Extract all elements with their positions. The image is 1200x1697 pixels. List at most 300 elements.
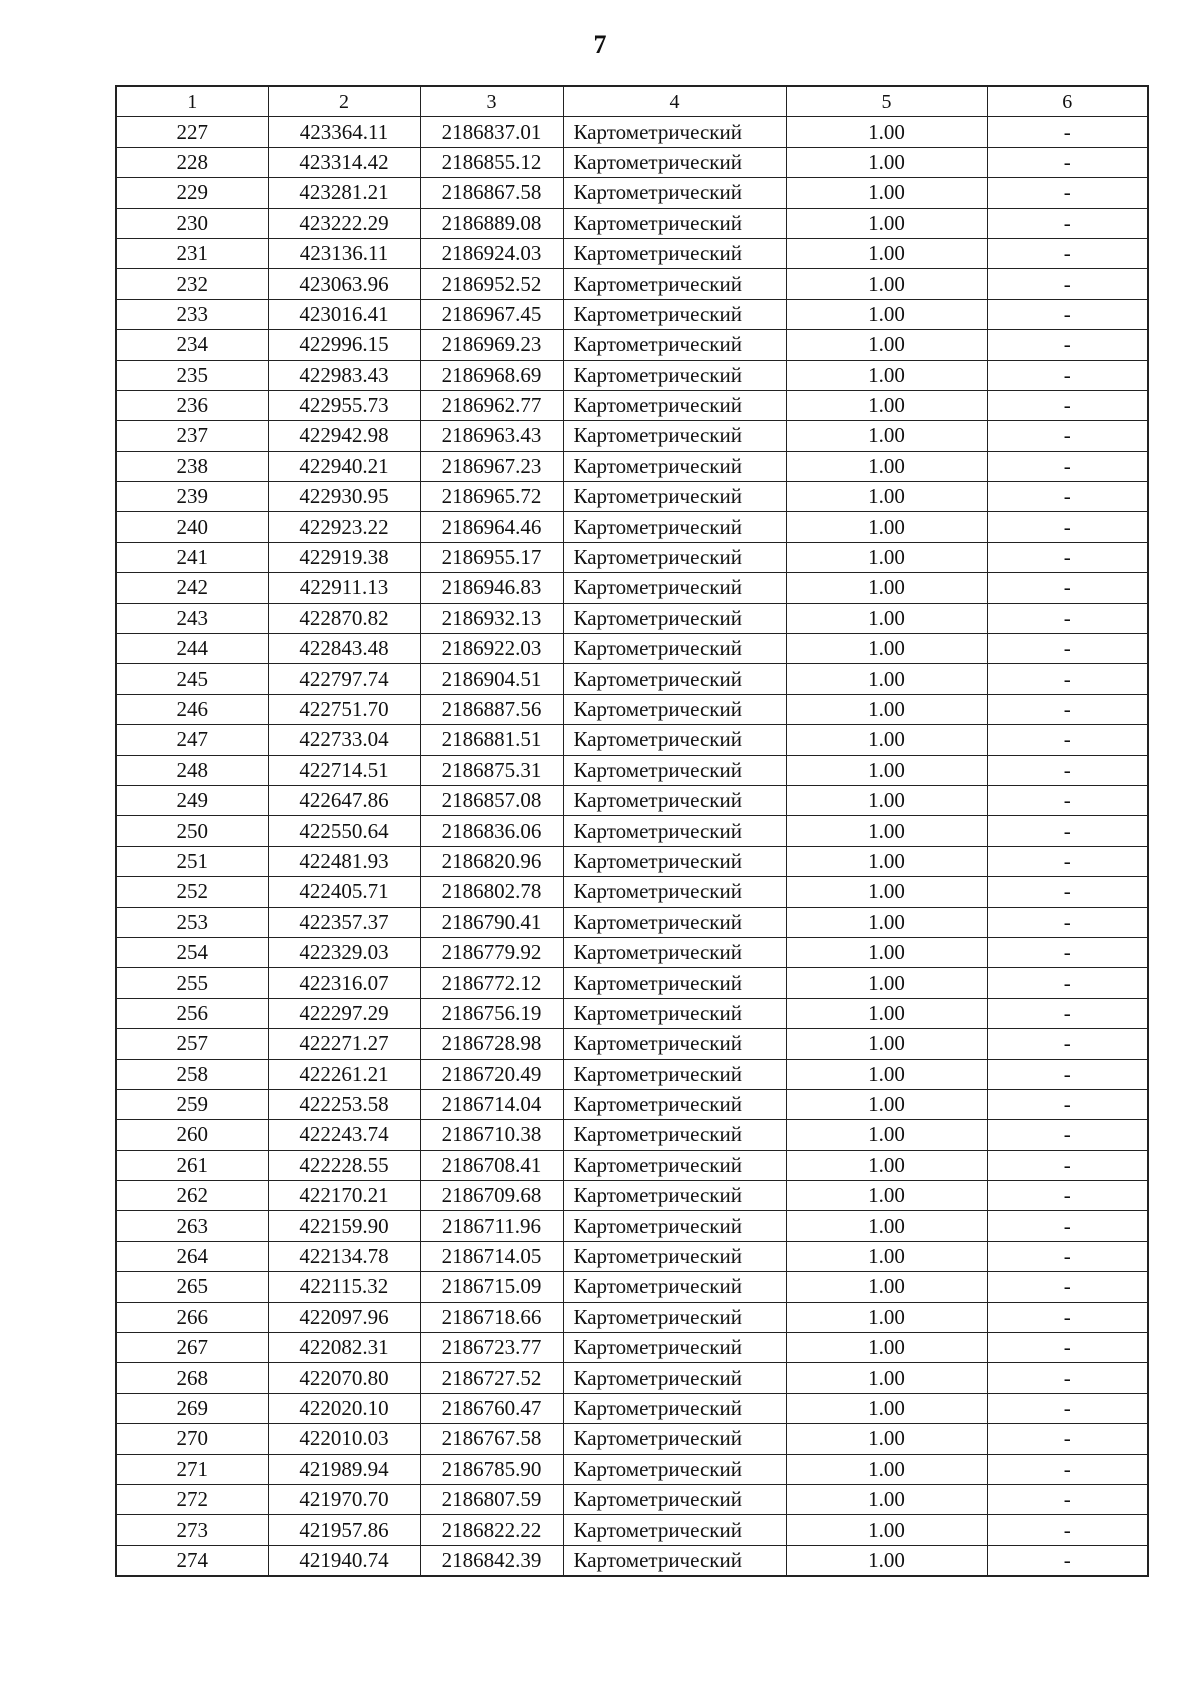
accuracy-cell: 1.00 [786,421,987,451]
point-number-cell: 254 [116,937,268,967]
method-cell: Картометрический [563,877,786,907]
y-coordinate-cell: 2186785.90 [420,1454,563,1484]
y-coordinate-cell: 2186855.12 [420,147,563,177]
method-cell: Картометрический [563,1515,786,1545]
point-number-cell: 268 [116,1363,268,1393]
note-cell: - [987,1272,1148,1302]
note-cell: - [987,664,1148,694]
accuracy-cell: 1.00 [786,755,987,785]
y-coordinate-cell: 2186967.45 [420,299,563,329]
accuracy-cell: 1.00 [786,1241,987,1271]
x-coordinate-cell: 423016.41 [268,299,420,329]
method-cell: Картометрический [563,1059,786,1089]
note-cell: - [987,117,1148,147]
x-coordinate-cell: 422159.90 [268,1211,420,1241]
method-cell: Картометрический [563,1120,786,1150]
header-row [116,86,1148,117]
note-cell: - [987,603,1148,633]
table-row [116,451,1148,481]
table-row [116,117,1148,147]
accuracy-cell: 1.00 [786,147,987,177]
accuracy-cell: 1.00 [786,1302,987,1332]
x-coordinate-cell: 421940.74 [268,1545,420,1576]
x-coordinate-cell: 422010.03 [268,1424,420,1454]
method-cell: Картометрический [563,360,786,390]
method-cell: Картометрический [563,1393,786,1423]
note-cell: - [987,1029,1148,1059]
page-number: 7 [593,30,607,59]
point-number-cell: 248 [116,755,268,785]
note-cell: - [987,1302,1148,1332]
method-cell: Картометрический [563,603,786,633]
note-cell: - [987,1181,1148,1211]
method-cell: Картометрический [563,512,786,542]
table-row [116,330,1148,360]
table-row [116,1120,1148,1150]
point-number-cell: 230 [116,208,268,238]
table-row [116,937,1148,967]
header-cell: 3 [420,86,563,117]
y-coordinate-cell: 2186889.08 [420,208,563,238]
table-row [116,968,1148,998]
x-coordinate-cell: 423222.29 [268,208,420,238]
y-coordinate-cell: 2186714.05 [420,1241,563,1271]
table-row [116,785,1148,815]
x-coordinate-cell: 422996.15 [268,330,420,360]
table-row [116,846,1148,876]
table-row [116,1089,1148,1119]
point-number-cell: 235 [116,360,268,390]
point-number-cell: 269 [116,1393,268,1423]
method-cell: Картометрический [563,451,786,481]
note-cell: - [987,1333,1148,1363]
accuracy-cell: 1.00 [786,1059,987,1089]
point-number-cell: 246 [116,694,268,724]
method-cell: Картометрический [563,238,786,268]
y-coordinate-cell: 2186946.83 [420,573,563,603]
y-coordinate-cell: 2186932.13 [420,603,563,633]
x-coordinate-cell: 422329.03 [268,937,420,967]
x-coordinate-cell: 423136.11 [268,238,420,268]
method-cell: Картометрический [563,178,786,208]
method-cell: Картометрический [563,968,786,998]
coordinates-table [115,85,1149,1577]
method-cell: Картометрический [563,785,786,815]
table-row [116,421,1148,451]
accuracy-cell: 1.00 [786,968,987,998]
method-cell: Картометрический [563,725,786,755]
point-number-cell: 229 [116,178,268,208]
accuracy-cell: 1.00 [786,785,987,815]
accuracy-cell: 1.00 [786,998,987,1028]
y-coordinate-cell: 2186963.43 [420,421,563,451]
accuracy-cell: 1.00 [786,694,987,724]
note-cell: - [987,1241,1148,1271]
note-cell: - [987,178,1148,208]
accuracy-cell: 1.00 [786,1029,987,1059]
point-number-cell: 263 [116,1211,268,1241]
x-coordinate-cell: 421989.94 [268,1454,420,1484]
note-cell: - [987,269,1148,299]
y-coordinate-cell: 2186964.46 [420,512,563,542]
method-cell: Картометрический [563,1363,786,1393]
table-row [116,1454,1148,1484]
method-cell: Картометрический [563,1454,786,1484]
x-coordinate-cell: 423063.96 [268,269,420,299]
method-cell: Картометрический [563,1211,786,1241]
y-coordinate-cell: 2186790.41 [420,907,563,937]
note-cell: - [987,1545,1148,1576]
x-coordinate-cell: 422942.98 [268,421,420,451]
x-coordinate-cell: 422261.21 [268,1059,420,1089]
method-cell: Картометрический [563,755,786,785]
method-cell: Картометрический [563,1545,786,1576]
table-row [116,1059,1148,1089]
accuracy-cell: 1.00 [786,1089,987,1119]
point-number-cell: 272 [116,1484,268,1514]
y-coordinate-cell: 2186708.41 [420,1150,563,1180]
table-header [116,86,1148,117]
accuracy-cell: 1.00 [786,816,987,846]
table-row [116,664,1148,694]
x-coordinate-cell: 422271.27 [268,1029,420,1059]
point-number-cell: 261 [116,1150,268,1180]
point-number-cell: 244 [116,634,268,664]
table-row [116,1211,1148,1241]
point-number-cell: 249 [116,785,268,815]
method-cell: Картометрический [563,1424,786,1454]
method-cell: Картометрический [563,269,786,299]
y-coordinate-cell: 2186709.68 [420,1181,563,1211]
method-cell: Картометрический [563,694,786,724]
accuracy-cell: 1.00 [786,1150,987,1180]
accuracy-cell: 1.00 [786,846,987,876]
header-cell: 2 [268,86,420,117]
x-coordinate-cell: 423364.11 [268,117,420,147]
x-coordinate-cell: 422020.10 [268,1393,420,1423]
y-coordinate-cell: 2186714.04 [420,1089,563,1119]
x-coordinate-cell: 421970.70 [268,1484,420,1514]
table-row [116,573,1148,603]
accuracy-cell: 1.00 [786,877,987,907]
y-coordinate-cell: 2186842.39 [420,1545,563,1576]
table-row [116,1241,1148,1271]
note-cell: - [987,390,1148,420]
accuracy-cell: 1.00 [786,269,987,299]
note-cell: - [987,1454,1148,1484]
note-cell: - [987,299,1148,329]
point-number-cell: 252 [116,877,268,907]
note-cell: - [987,634,1148,664]
note-cell: - [987,1089,1148,1119]
point-number-cell: 247 [116,725,268,755]
note-cell: - [987,846,1148,876]
table-row [116,694,1148,724]
method-cell: Картометрический [563,1241,786,1271]
y-coordinate-cell: 2186922.03 [420,634,563,664]
point-number-cell: 256 [116,998,268,1028]
table-row [116,725,1148,755]
point-number-cell: 228 [116,147,268,177]
point-number-cell: 273 [116,1515,268,1545]
method-cell: Картометрический [563,1302,786,1332]
method-cell: Картометрический [563,998,786,1028]
accuracy-cell: 1.00 [786,1454,987,1484]
note-cell: - [987,330,1148,360]
point-number-cell: 253 [116,907,268,937]
x-coordinate-cell: 422983.43 [268,360,420,390]
point-number-cell: 232 [116,269,268,299]
table-row [116,147,1148,177]
x-coordinate-cell: 422082.31 [268,1333,420,1363]
method-cell: Картометрический [563,299,786,329]
table-row [116,1484,1148,1514]
y-coordinate-cell: 2186760.47 [420,1393,563,1423]
y-coordinate-cell: 2186715.09 [420,1272,563,1302]
table-row [116,907,1148,937]
method-cell: Картометрический [563,846,786,876]
note-cell: - [987,421,1148,451]
note-cell: - [987,694,1148,724]
method-cell: Картометрический [563,634,786,664]
point-number-cell: 242 [116,573,268,603]
y-coordinate-cell: 2186965.72 [420,482,563,512]
point-number-cell: 250 [116,816,268,846]
point-number-cell: 262 [116,1181,268,1211]
table-row [116,1272,1148,1302]
accuracy-cell: 1.00 [786,482,987,512]
y-coordinate-cell: 2186727.52 [420,1363,563,1393]
note-cell: - [987,1059,1148,1089]
x-coordinate-cell: 422115.32 [268,1272,420,1302]
accuracy-cell: 1.00 [786,330,987,360]
header-cell: 5 [786,86,987,117]
method-cell: Картометрический [563,1181,786,1211]
table-row [116,816,1148,846]
y-coordinate-cell: 2186867.58 [420,178,563,208]
accuracy-cell: 1.00 [786,1424,987,1454]
x-coordinate-cell: 422911.13 [268,573,420,603]
y-coordinate-cell: 2186772.12 [420,968,563,998]
header-cell: 6 [987,86,1148,117]
table-row [116,1363,1148,1393]
y-coordinate-cell: 2186887.56 [420,694,563,724]
method-cell: Картометрический [563,937,786,967]
point-number-cell: 237 [116,421,268,451]
point-number-cell: 240 [116,512,268,542]
method-cell: Картометрический [563,330,786,360]
point-number-cell: 233 [116,299,268,329]
accuracy-cell: 1.00 [786,1181,987,1211]
x-coordinate-cell: 423314.42 [268,147,420,177]
y-coordinate-cell: 2186756.19 [420,998,563,1028]
y-coordinate-cell: 2186779.92 [420,937,563,967]
note-cell: - [987,937,1148,967]
accuracy-cell: 1.00 [786,1363,987,1393]
accuracy-cell: 1.00 [786,725,987,755]
note-cell: - [987,1424,1148,1454]
method-cell: Картометрический [563,1484,786,1514]
x-coordinate-cell: 422243.74 [268,1120,420,1150]
note-cell: - [987,1120,1148,1150]
point-number-cell: 259 [116,1089,268,1119]
note-cell: - [987,785,1148,815]
header-cell: 4 [563,86,786,117]
accuracy-cell: 1.00 [786,1211,987,1241]
point-number-cell: 239 [116,482,268,512]
point-number-cell: 251 [116,846,268,876]
accuracy-cell: 1.00 [786,907,987,937]
table-row [116,178,1148,208]
point-number-cell: 227 [116,117,268,147]
table-row [116,1181,1148,1211]
method-cell: Картометрический [563,1272,786,1302]
note-cell: - [987,512,1148,542]
point-number-cell: 241 [116,542,268,572]
note-cell: - [987,360,1148,390]
table-row [116,208,1148,238]
point-number-cell: 238 [116,451,268,481]
accuracy-cell: 1.00 [786,208,987,238]
note-cell: - [987,1393,1148,1423]
table-body [116,117,1148,1576]
accuracy-cell: 1.00 [786,451,987,481]
accuracy-cell: 1.00 [786,360,987,390]
note-cell: - [987,1484,1148,1514]
header-cell: 1 [116,86,268,117]
table-row [116,755,1148,785]
y-coordinate-cell: 2186967.23 [420,451,563,481]
table-row [116,269,1148,299]
y-coordinate-cell: 2186924.03 [420,238,563,268]
method-cell: Картометрический [563,421,786,451]
x-coordinate-cell: 422751.70 [268,694,420,724]
x-coordinate-cell: 422955.73 [268,390,420,420]
accuracy-cell: 1.00 [786,1515,987,1545]
accuracy-cell: 1.00 [786,937,987,967]
point-number-cell: 265 [116,1272,268,1302]
accuracy-cell: 1.00 [786,512,987,542]
table-row [116,998,1148,1028]
x-coordinate-cell: 421957.86 [268,1515,420,1545]
method-cell: Картометрический [563,1029,786,1059]
method-cell: Картометрический [563,1333,786,1363]
x-coordinate-cell: 423281.21 [268,178,420,208]
method-cell: Картометрический [563,147,786,177]
x-coordinate-cell: 422550.64 [268,816,420,846]
accuracy-cell: 1.00 [786,178,987,208]
point-number-cell: 243 [116,603,268,633]
accuracy-cell: 1.00 [786,634,987,664]
y-coordinate-cell: 2186710.38 [420,1120,563,1150]
point-number-cell: 267 [116,1333,268,1363]
y-coordinate-cell: 2186837.01 [420,117,563,147]
x-coordinate-cell: 422481.93 [268,846,420,876]
accuracy-cell: 1.00 [786,603,987,633]
table-row [116,1333,1148,1363]
x-coordinate-cell: 422647.86 [268,785,420,815]
note-cell: - [987,998,1148,1028]
x-coordinate-cell: 422170.21 [268,1181,420,1211]
note-cell: - [987,451,1148,481]
note-cell: - [987,1211,1148,1241]
table-row [116,1150,1148,1180]
x-coordinate-cell: 422919.38 [268,542,420,572]
y-coordinate-cell: 2186767.58 [420,1424,563,1454]
x-coordinate-cell: 422870.82 [268,603,420,633]
note-cell: - [987,147,1148,177]
x-coordinate-cell: 422228.55 [268,1150,420,1180]
point-number-cell: 270 [116,1424,268,1454]
table-row [116,1029,1148,1059]
table-row [116,1393,1148,1423]
x-coordinate-cell: 422940.21 [268,451,420,481]
accuracy-cell: 1.00 [786,117,987,147]
point-number-cell: 266 [116,1302,268,1332]
x-coordinate-cell: 422070.80 [268,1363,420,1393]
y-coordinate-cell: 2186955.17 [420,542,563,572]
table-row [116,1515,1148,1545]
y-coordinate-cell: 2186968.69 [420,360,563,390]
x-coordinate-cell: 422357.37 [268,907,420,937]
x-coordinate-cell: 422253.58 [268,1089,420,1119]
point-number-cell: 236 [116,390,268,420]
note-cell: - [987,208,1148,238]
point-number-cell: 245 [116,664,268,694]
note-cell: - [987,482,1148,512]
method-cell: Картометрический [563,816,786,846]
y-coordinate-cell: 2186720.49 [420,1059,563,1089]
y-coordinate-cell: 2186857.08 [420,785,563,815]
y-coordinate-cell: 2186875.31 [420,755,563,785]
accuracy-cell: 1.00 [786,542,987,572]
x-coordinate-cell: 422134.78 [268,1241,420,1271]
table-row [116,238,1148,268]
table-row [116,512,1148,542]
note-cell: - [987,1150,1148,1180]
x-coordinate-cell: 422797.74 [268,664,420,694]
y-coordinate-cell: 2186718.66 [420,1302,563,1332]
accuracy-cell: 1.00 [786,1393,987,1423]
method-cell: Картометрический [563,573,786,603]
y-coordinate-cell: 2186952.52 [420,269,563,299]
y-coordinate-cell: 2186836.06 [420,816,563,846]
method-cell: Картометрический [563,907,786,937]
point-number-cell: 234 [116,330,268,360]
y-coordinate-cell: 2186802.78 [420,877,563,907]
x-coordinate-cell: 422930.95 [268,482,420,512]
accuracy-cell: 1.00 [786,664,987,694]
point-number-cell: 260 [116,1120,268,1150]
y-coordinate-cell: 2186822.22 [420,1515,563,1545]
x-coordinate-cell: 422297.29 [268,998,420,1028]
note-cell: - [987,573,1148,603]
y-coordinate-cell: 2186807.59 [420,1484,563,1514]
table-row [116,390,1148,420]
x-coordinate-cell: 422316.07 [268,968,420,998]
note-cell: - [987,755,1148,785]
x-coordinate-cell: 422843.48 [268,634,420,664]
method-cell: Картометрический [563,1089,786,1119]
accuracy-cell: 1.00 [786,573,987,603]
method-cell: Картометрический [563,1150,786,1180]
point-number-cell: 255 [116,968,268,998]
note-cell: - [987,1515,1148,1545]
y-coordinate-cell: 2186969.23 [420,330,563,360]
point-number-cell: 264 [116,1241,268,1271]
table-row [116,1545,1148,1576]
y-coordinate-cell: 2186728.98 [420,1029,563,1059]
